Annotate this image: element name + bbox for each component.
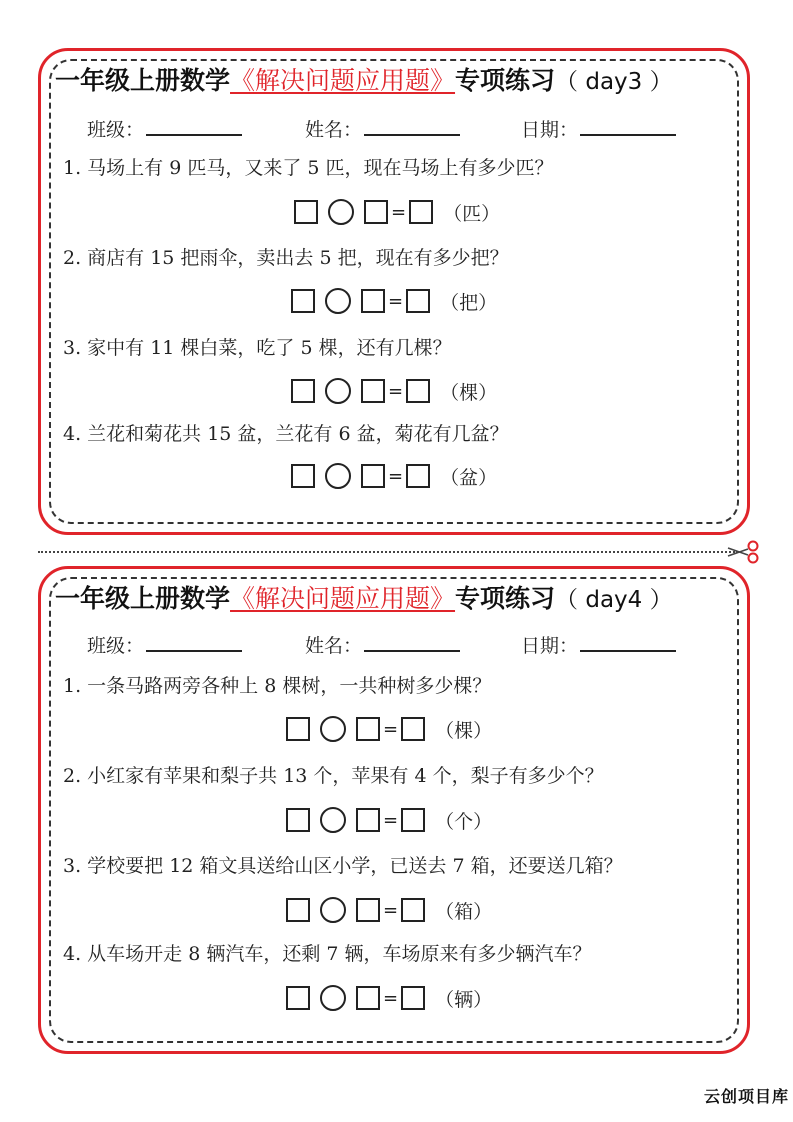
unit-label: （个）: [435, 810, 493, 833]
answer-equation-2: [291, 286, 497, 316]
title-highlight: 《解决问题应用题》: [230, 584, 456, 613]
scissors-icon: [726, 538, 760, 566]
operand-box[interactable]: [356, 808, 380, 832]
result-box[interactable]: [406, 464, 430, 488]
cut-line: [38, 551, 738, 553]
operand-box[interactable]: [286, 808, 310, 832]
operand-box[interactable]: [286, 717, 310, 741]
equals-sign: =: [391, 201, 407, 223]
result-box[interactable]: [409, 200, 433, 224]
date-label: 日期：: [521, 635, 579, 657]
operand-box[interactable]: [356, 898, 380, 922]
operand-box[interactable]: [356, 986, 380, 1010]
date-blank[interactable]: [580, 632, 676, 652]
equals-sign: =: [383, 718, 399, 740]
question-2: 2. 小红家有苹果和梨子共 13 个，苹果有 4 个，梨子有多少个？: [63, 765, 604, 787]
operand-box[interactable]: [361, 464, 385, 488]
name-field[interactable]: [305, 631, 460, 658]
equals-sign: =: [388, 380, 404, 402]
operator-circle[interactable]: [328, 199, 354, 225]
title-prefix: 一年级上册数学: [55, 66, 231, 95]
name-label: 姓名：: [305, 635, 363, 657]
answer-equation-4: [286, 983, 492, 1013]
operand-box[interactable]: [291, 464, 315, 488]
worksheet-card-day4: [38, 566, 750, 1054]
operand-box[interactable]: [361, 289, 385, 313]
operand-box[interactable]: [291, 379, 315, 403]
class-field[interactable]: [87, 115, 242, 142]
date-blank[interactable]: [580, 116, 676, 136]
answer-equation-2: [286, 805, 492, 835]
name-blank[interactable]: [364, 632, 460, 652]
class-blank[interactable]: [146, 116, 242, 136]
student-info-row: [87, 631, 707, 661]
operand-box[interactable]: [356, 717, 380, 741]
result-box[interactable]: [406, 289, 430, 313]
equals-sign: =: [383, 809, 399, 831]
unit-label: （盆）: [440, 466, 498, 489]
date-field[interactable]: [521, 115, 676, 142]
equals-sign: =: [383, 899, 399, 921]
answer-equation-1: [294, 197, 500, 227]
name-blank[interactable]: [364, 116, 460, 136]
answer-equation-3: [291, 376, 497, 406]
question-1: 1. 马场上有 9 匹马，又来了 5 匹，现在马场上有多少匹？: [63, 157, 554, 179]
operator-circle[interactable]: [325, 288, 351, 314]
operator-circle[interactable]: [325, 463, 351, 489]
operator-circle[interactable]: [320, 985, 346, 1011]
day-label: （ day3 ）: [555, 69, 673, 95]
operand-box[interactable]: [361, 379, 385, 403]
footer-watermark: 云创项目库: [703, 1087, 789, 1106]
title-prefix: 一年级上册数学: [55, 584, 231, 613]
title-suffix: 专项练习: [455, 584, 556, 613]
unit-label: （箱）: [435, 900, 493, 923]
result-box[interactable]: [406, 379, 430, 403]
operand-box[interactable]: [291, 289, 315, 313]
class-field[interactable]: [87, 631, 242, 658]
question-1: 1. 一条马路两旁各种上 8 棵树，一共种树多少棵？: [63, 675, 492, 697]
title-suffix: 专项练习: [455, 66, 556, 95]
operator-circle[interactable]: [320, 807, 346, 833]
result-box[interactable]: [401, 986, 425, 1010]
worksheet-title: [55, 61, 673, 97]
result-box[interactable]: [401, 898, 425, 922]
question-3: 3. 学校要把 12 箱文具送给山区小学，已送去 7 箱，还要送几箱？: [63, 855, 623, 877]
date-label: 日期：: [521, 119, 579, 141]
question-4: 4. 从车场开走 8 辆汽车，还剩 7 辆，车场原来有多少辆汽车？: [63, 943, 592, 965]
answer-equation-3: [286, 895, 492, 925]
day-label: （ day4 ）: [555, 587, 673, 613]
answer-equation-4: [291, 461, 497, 491]
unit-label: （辆）: [435, 988, 493, 1011]
class-label: 班级：: [87, 635, 145, 657]
operator-circle[interactable]: [325, 378, 351, 404]
equals-sign: =: [388, 290, 404, 312]
equals-sign: =: [383, 987, 399, 1009]
worksheet-card-day3: [38, 48, 750, 535]
result-box[interactable]: [401, 808, 425, 832]
operand-box[interactable]: [364, 200, 388, 224]
name-field[interactable]: [305, 115, 460, 142]
unit-label: （匹）: [443, 202, 501, 225]
question-2: 2. 商店有 15 把雨伞，卖出去 5 把，现在有多少把？: [63, 247, 509, 269]
operand-box[interactable]: [286, 986, 310, 1010]
operator-circle[interactable]: [320, 716, 346, 742]
unit-label: （棵）: [440, 381, 498, 404]
operand-box[interactable]: [294, 200, 318, 224]
result-box[interactable]: [401, 717, 425, 741]
question-3: 3. 家中有 11 棵白菜，吃了 5 棵，还有几棵？: [63, 337, 452, 359]
equals-sign: =: [388, 465, 404, 487]
unit-label: （把）: [440, 291, 498, 314]
operand-box[interactable]: [286, 898, 310, 922]
answer-equation-1: [286, 714, 492, 744]
title-highlight: 《解决问题应用题》: [230, 66, 456, 95]
class-label: 班级：: [87, 119, 145, 141]
student-info-row: [87, 115, 707, 145]
worksheet-title: [55, 579, 673, 615]
unit-label: （棵）: [435, 719, 493, 742]
name-label: 姓名：: [305, 119, 363, 141]
class-blank[interactable]: [146, 632, 242, 652]
question-4: 4. 兰花和菊花共 15 盆，兰花有 6 盆，菊花有几盆？: [63, 423, 509, 445]
date-field[interactable]: [521, 631, 676, 658]
operator-circle[interactable]: [320, 897, 346, 923]
